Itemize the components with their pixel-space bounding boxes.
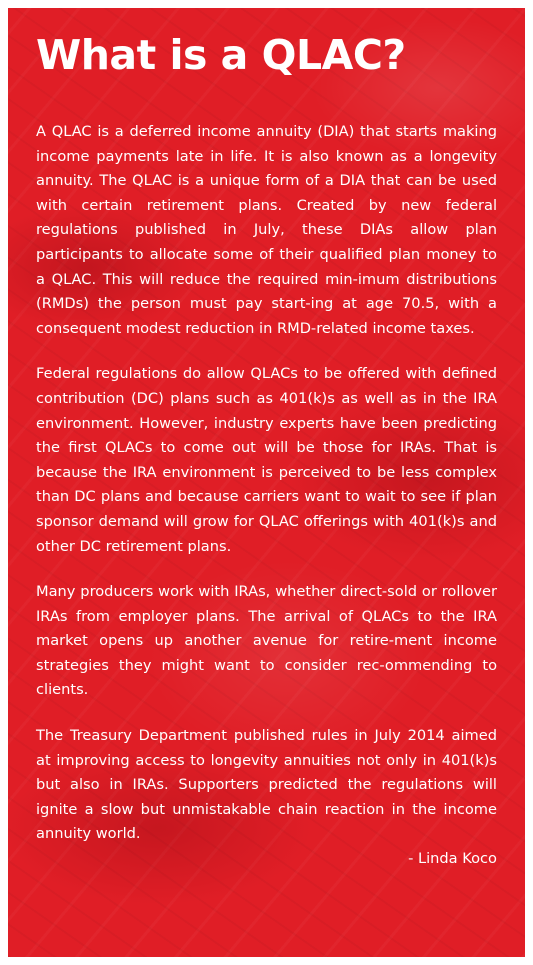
- author-byline: - Linda Koco: [408, 850, 497, 868]
- article-paragraph-3: Many producers work with IRAs, whether direct-sold or rollover IRAs from employer plans. The arrival of QLACs to the IRA market opens up another avenue for retire-ment income strategies they might want to consider rec-ommending to clients.: [36, 583, 497, 699]
- article-paragraph-1: A QLAC is a deferred income annuity (DIA) that starts making income payments late in life. It is also known as a longevity annuity. The QLAC is a unique form of a DIA that can be used with certain retirement plans. Created by new federal regulations published in July, these DIAs allow plan participants to allocate some of their qualified plan money to a QLAC. This will reduce the required min-imum distributions (RMDs) the person must pay start-ing at age 70.5, with a consequent modest reduction in RMD-related income taxes.: [36, 123, 497, 337]
- article-paragraph-4: The Treasury Department published rules in July 2014 aimed at improving access to longevity annuities not only in 401(k)s but also in IRAs. Supporters predicted the regulations will ignite a slow but unmistakable chain reaction in the income annuity world.: [36, 727, 497, 843]
- article-paragraph-2: Federal regulations do allow QLACs to be offered with defined contribution (DC) plans such as 401(k)s as well as in the IRA environment. However, industry experts have been predicting the first QLACs to come out will be those for IRAs. That is because the IRA environment is perceived to be less complex than DC plans and because carriers want to wait to see if plan sponsor demand will grow for QLAC offerings with 401(k)s and other DC retirement plans.: [36, 365, 497, 555]
- article-title: What is a QLAC?: [36, 31, 406, 79]
- sidebar-article-panel: [8, 8, 525, 957]
